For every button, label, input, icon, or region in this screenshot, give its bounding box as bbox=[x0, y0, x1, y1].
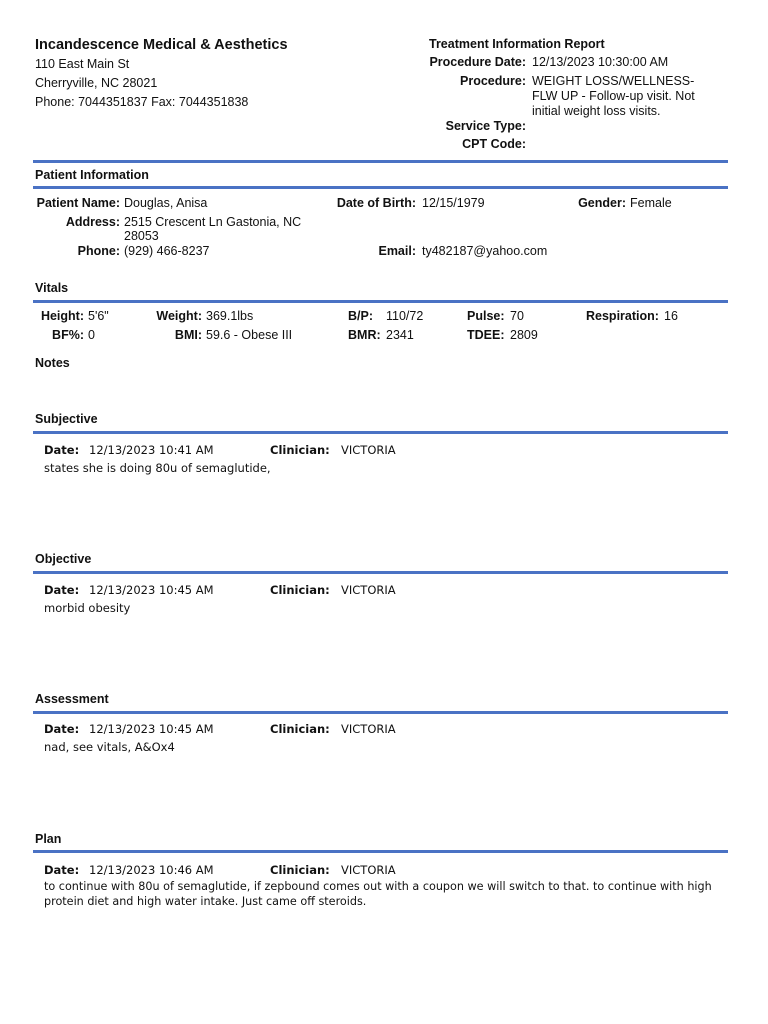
bp-label: B/P: bbox=[348, 309, 373, 323]
procedure-line1: WEIGHT LOSS/WELLNESS- bbox=[532, 74, 695, 88]
dob-value: 12/15/1979 bbox=[422, 196, 485, 210]
weight-label: Weight: bbox=[156, 309, 202, 323]
plan-text-line1: to continue with 80u of semaglutide, if zepbound comes out with a coupon we will switch to that. to continue with high bbox=[44, 880, 712, 893]
address-label: Address: bbox=[65, 215, 120, 229]
company-address-line1: 110 East Main St bbox=[35, 57, 130, 71]
tdee-label: TDEE: bbox=[467, 328, 505, 342]
pulse-label: Pulse: bbox=[467, 309, 505, 323]
plan-date-label: Date: bbox=[44, 863, 80, 877]
bmr-label: BMR: bbox=[348, 328, 381, 342]
objective-clinician-label: Clinician: bbox=[270, 583, 330, 597]
respiration-value: 16 bbox=[664, 309, 678, 323]
assessment-title: Assessment bbox=[35, 692, 109, 706]
bmi-value: 59.6 - Obese III bbox=[206, 328, 293, 342]
bmr-value: 2341 bbox=[386, 328, 414, 342]
patient-name-label: Patient Name: bbox=[36, 196, 120, 210]
assessment-date: 12/13/2023 10:45 AM bbox=[89, 722, 214, 736]
section-divider bbox=[33, 186, 728, 189]
company-address-line2: Cherryville, NC 28021 bbox=[35, 76, 158, 90]
assessment-clinician-label: Clinician: bbox=[270, 722, 330, 736]
height-value: 5'6" bbox=[88, 309, 109, 323]
company-phone-fax: Phone: 7044351837 Fax: 7044351838 bbox=[35, 95, 249, 109]
report-title: Treatment Information Report bbox=[429, 37, 605, 51]
objective-date: 12/13/2023 10:45 AM bbox=[89, 583, 214, 597]
phone-label: Phone: bbox=[77, 244, 120, 258]
bf-label: BF%: bbox=[52, 328, 84, 342]
subjective-clinician-label: Clinician: bbox=[270, 443, 330, 457]
gender-label: Gender: bbox=[578, 196, 626, 210]
phone-value: (929) 466-8237 bbox=[124, 244, 210, 258]
subjective-title: Subjective bbox=[35, 412, 98, 426]
assessment-date-label: Date: bbox=[44, 722, 80, 736]
plan-title: Plan bbox=[35, 832, 62, 846]
notes-section-title: Notes bbox=[35, 356, 70, 370]
service-type-label: Service Type: bbox=[445, 119, 526, 133]
objective-date-label: Date: bbox=[44, 583, 80, 597]
section-divider bbox=[33, 300, 728, 303]
bf-value: 0 bbox=[88, 328, 95, 342]
section-divider bbox=[33, 431, 728, 434]
gender-value: Female bbox=[630, 196, 672, 210]
plan-clinician: VICTORIA bbox=[341, 863, 396, 877]
bmi-label: BMI: bbox=[174, 328, 202, 342]
height-label: Height: bbox=[40, 309, 84, 323]
procedure-line2: FLW UP - Follow-up visit. Not bbox=[532, 89, 695, 103]
section-divider bbox=[33, 160, 728, 163]
address-line2: 28053 bbox=[124, 229, 159, 243]
patient-section-title: Patient Information bbox=[35, 168, 149, 182]
pulse-value: 70 bbox=[510, 309, 524, 323]
subjective-date: 12/13/2023 10:41 AM bbox=[89, 443, 214, 457]
assessment-clinician: VICTORIA bbox=[341, 722, 396, 736]
section-divider bbox=[33, 711, 728, 714]
email-label: Email: bbox=[378, 244, 416, 258]
procedure-line3: initial weight loss visits. bbox=[532, 104, 661, 118]
bp-value: 110/72 bbox=[386, 309, 424, 323]
objective-text: morbid obesity bbox=[44, 601, 131, 615]
objective-title: Objective bbox=[35, 552, 92, 566]
tdee-value: 2809 bbox=[510, 328, 538, 342]
address-line1: 2515 Crescent Ln Gastonia, NC bbox=[124, 215, 302, 229]
dob-label: Date of Birth: bbox=[336, 196, 416, 210]
procedure-date-label: Procedure Date: bbox=[429, 55, 526, 69]
respiration-label: Respiration: bbox=[586, 309, 659, 323]
section-divider bbox=[33, 571, 728, 574]
subjective-date-label: Date: bbox=[44, 443, 80, 457]
company-name: Incandescence Medical & Aesthetics bbox=[35, 37, 288, 53]
email-value: ty482187@yahoo.com bbox=[422, 244, 548, 258]
procedure-label: Procedure: bbox=[460, 74, 526, 88]
plan-text-line2: protein diet and high water intake. Just came off steroids. bbox=[44, 895, 367, 908]
vitals-section-title: Vitals bbox=[35, 281, 69, 295]
procedure-date: 12/13/2023 10:30:00 AM bbox=[532, 55, 669, 69]
section-divider bbox=[33, 850, 728, 853]
patient-name: Douglas, Anisa bbox=[124, 196, 208, 210]
subjective-text: states she is doing 80u of semaglutide, bbox=[44, 461, 271, 475]
cpt-code-label: CPT Code: bbox=[462, 137, 526, 151]
subjective-clinician: VICTORIA bbox=[341, 443, 396, 457]
objective-clinician: VICTORIA bbox=[341, 583, 396, 597]
plan-date: 12/13/2023 10:46 AM bbox=[89, 863, 214, 877]
assessment-text: nad, see vitals, A&Ox4 bbox=[44, 740, 175, 754]
plan-clinician-label: Clinician: bbox=[270, 863, 330, 877]
weight-value: 369.1lbs bbox=[206, 309, 254, 323]
